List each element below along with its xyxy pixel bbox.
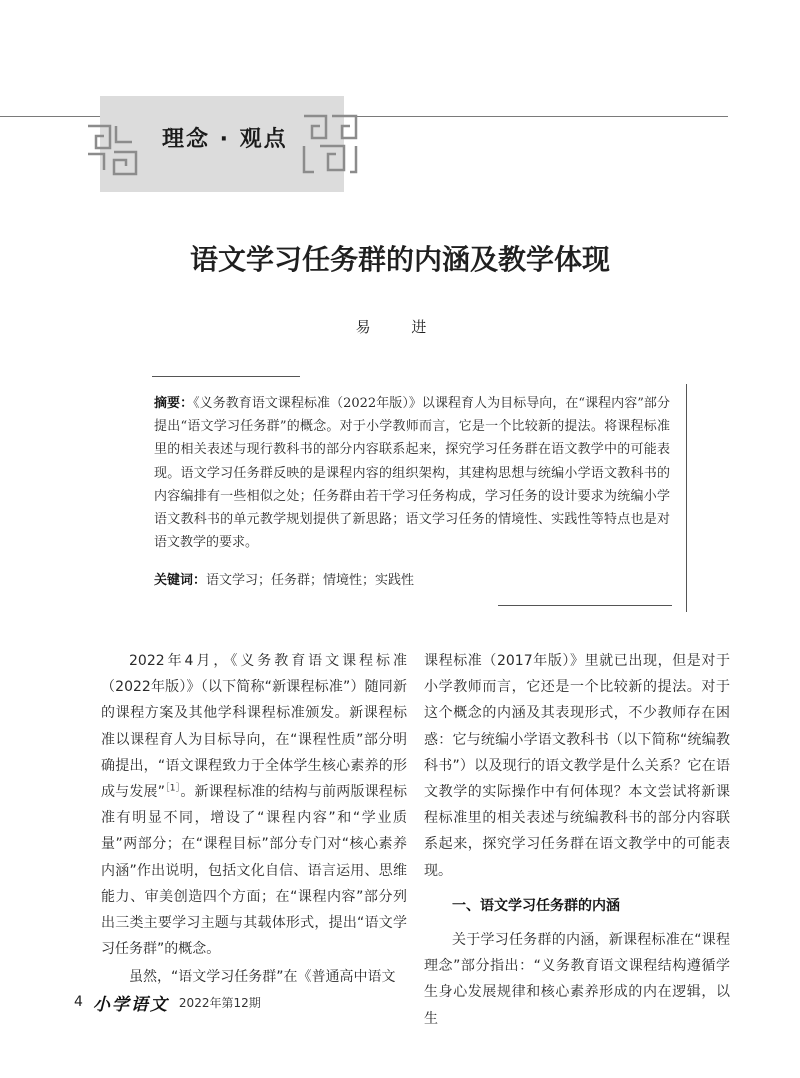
abstract-rule-top bbox=[152, 376, 300, 377]
paragraph: 关于学习任务群的内涵，新课程标准在“课程理念”部分指出：“义务教育语文课程结构遵循学生身心发展规律和核心素养形成的内在逻辑，以生 bbox=[424, 932, 730, 1027]
abstract-rule-bottom bbox=[498, 605, 672, 606]
page-number: 4 bbox=[74, 994, 83, 1010]
keywords-label: 关键词： bbox=[154, 573, 207, 588]
body-column-left bbox=[101, 648, 407, 991]
section-heading: 一、语文学习任务群的内涵 bbox=[452, 897, 620, 914]
paragraph: 虽然，“语文学习任务群”在《普通高中语文 bbox=[129, 969, 396, 986]
body-column-right bbox=[424, 648, 730, 1032]
abstract-bracket-right bbox=[686, 384, 687, 612]
article-author: 易 进 bbox=[355, 318, 445, 336]
article-title: 语文学习任务群的内涵及教学体现 bbox=[189, 243, 610, 276]
page-footer bbox=[74, 990, 261, 1014]
header-rule-left bbox=[0, 116, 100, 117]
abstract-text: 《义务教育语文课程标准（2022年版）》以课程育人为目标导向，在“课程内容”部分提出“语文学习任务群”的概念。对于小学教师而言，它是一个比较新的提法。将课程标准里的相关表述与现行教科书的部分内容联系起来，探究学习任务群在语文教学中的可能表现。语文学习任务群反映的是课程内容的组织架构，其建构思想与统编小学语文教科书的内容编排有一些相似之处；任务群由若干学习任务构成，学习任务的设计要求为统编小学语文教科书的单元教学规划提供了新思路；语文学习任务的情境性、实践性等特点也是对语文教学的要求。 bbox=[154, 396, 670, 551]
fret-ornament-right bbox=[300, 112, 360, 178]
citation-ref: ［1］ bbox=[164, 783, 181, 794]
paragraph bbox=[101, 648, 407, 962]
abstract-label: 摘要： bbox=[154, 396, 194, 411]
header-rule-right bbox=[344, 116, 728, 117]
paragraph: 课程标准（2017年版）》里就已出现，但是对于小学教师而言，它还是一个比较新的提法。对于这个概念的内涵及其表现形式，不少教师存在困惑：它与统编小学语文教科书（以下简称“统编教科书”）以及现行的语文教学是什么关系？它在语文教学的实际操作中有何体现？本文尝试将新课程标准里的相关表述与统编教科书的部分内容联系起来，探究学习任务群在语文教学中的可能表现。 bbox=[424, 653, 730, 879]
keywords bbox=[154, 571, 670, 591]
paragraph-text: 2022年4月，《义务教育语文课程标准（2022年版）》（以下简称“新课程标准”）随同新的课程方案及其他学科课程标准颁发。新课程标准以课程育人为目标导向，在“课程性质”部分明确提出，“语文课程致力于全体学生核心素养的形成与发展” bbox=[101, 653, 407, 801]
section-title: 理念 · 观点 bbox=[162, 127, 288, 152]
issue-label: 2022年第12期 bbox=[178, 995, 261, 1010]
paragraph-text: 。新课程标准的结构与前两版课程标准有明显不同，增设了“课程内容”和“学业质量”两部分；在“课程目标”部分专门对“核心素养内涵”作出说明，包括文化自信、语言运用、思维能力、审美创造四个方面；在“课程内容”部分列出三类主要学习主题与其载体形式，提出“语文学习任务群”的概念。 bbox=[101, 784, 407, 958]
abstract bbox=[154, 392, 670, 554]
fret-ornament-left bbox=[86, 124, 138, 176]
keywords-text: 语文学习；任务群；情境性；实践性 bbox=[206, 573, 415, 588]
journal-logo: 小学语文 bbox=[92, 994, 169, 1015]
